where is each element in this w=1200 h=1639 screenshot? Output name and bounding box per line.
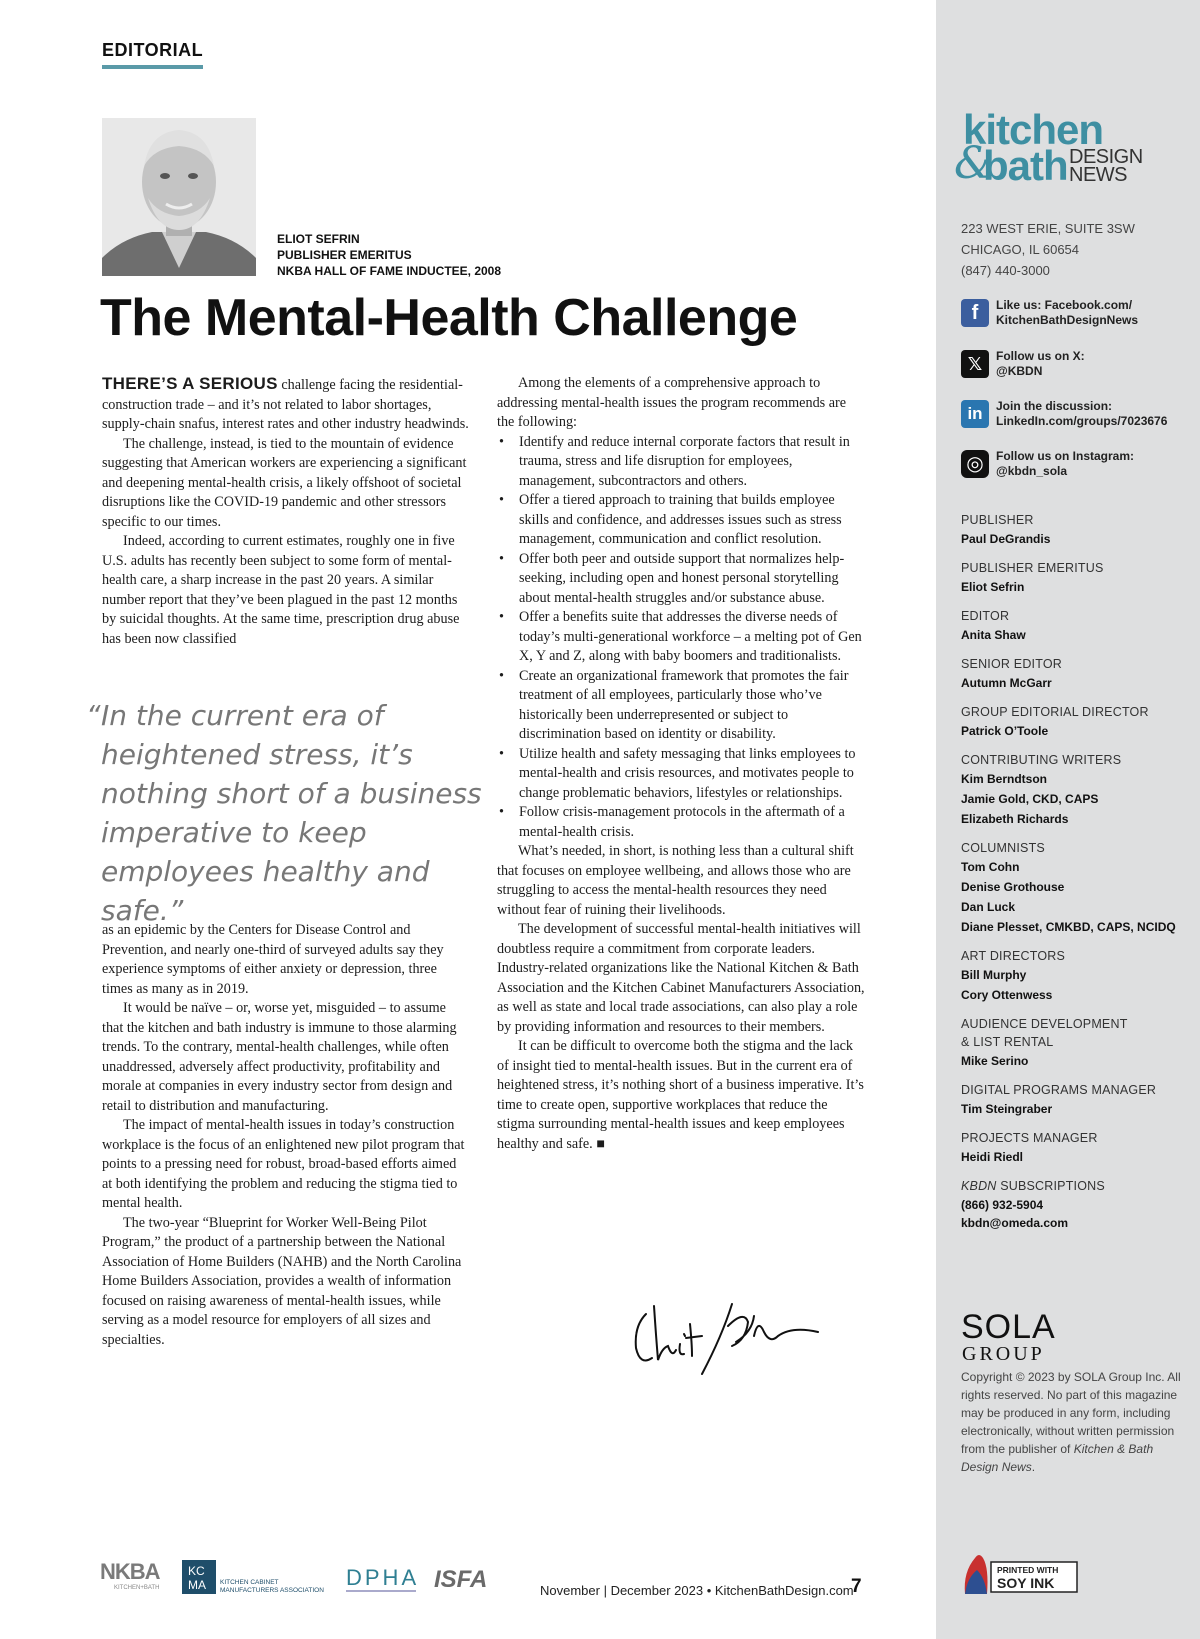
linkedin-icon: in (961, 400, 989, 428)
staff-masthead (961, 511, 1196, 1241)
article-paragraph: Among the elements of a comprehensive approach to addressing mental-health issues the program recommends are the following: (497, 375, 847, 430)
staff-role-continued: & LIST RENTAL (961, 1035, 1054, 1049)
end-mark: ■ (596, 1135, 605, 1152)
article-paragraph: The two-year “Blueprint for Worker Well-Being Pilot Program,” the product of a partnership between the National Association of Home Builders (NAHB) and the North Carolina Home Builders Association, provides a wealth of information focused on raising awareness of mental-health issues, while serving as a model resource for employers of all sizes and specialties. (102, 1214, 462, 1348)
masthead-entry (961, 559, 1196, 597)
article-paragraph: The impact of mental-health issues in today’s construction workplace is the focus of an enlightened new pilot program that points to a pressing need for robust, broad-based efforts aimed at both identifying the problem and reducing the stigma tied to mental health. (102, 1117, 465, 1211)
group-logo-text: GROUP (962, 1343, 1045, 1365)
subscriptions-entry (961, 1177, 1196, 1231)
author-honor: NKBA HALL OF FAME INDUCTEE, 2008 (277, 264, 502, 278)
staff-name: Paul DeGrandis (961, 532, 1051, 546)
logo-ampersand: & (954, 138, 994, 189)
paragraph-text: It can be difficult to overcome both the stigma and the lack of insight tied to mental-health issues. But in the current era of heightened stress, it’s nothing short of a business imperative. It’s time to create open, supportive workplaces that reduce the stigma surrounding mental-health issues and keep employees healthy and safe. (497, 1038, 864, 1152)
copyright-text: Copyright © 2023 by SOLA Group Inc. All rights reserved. No part of this magazine may be produced in any form, including electronically, without written permission from the publisher of (961, 1370, 1181, 1456)
kcma-logo-text-bottom: MANUFACTURERS ASSOCIATION (220, 1587, 324, 1594)
soy-ink-badge (961, 1548, 1079, 1596)
social-text (996, 349, 1085, 379)
logo-kitchen: kitchen (963, 106, 1104, 153)
social-label: Follow us on X: (996, 349, 1085, 363)
section-label: EDITORIAL (102, 40, 203, 69)
author-title: PUBLISHER EMERITUS (277, 248, 412, 262)
quote-mark: “ (86, 699, 101, 732)
author-photo (102, 118, 256, 276)
staff-role: AUDIENCE DEVELOPMENT (961, 1017, 1128, 1031)
kcma-logo (180, 1557, 340, 1597)
staff-role: ART DIRECTORS (961, 949, 1066, 963)
author-signature (632, 1296, 822, 1376)
staff-role: PROJECTS MANAGER (961, 1131, 1098, 1145)
isfa-logo (434, 1557, 500, 1597)
author-name: ELIOT SEFRIN (277, 232, 360, 246)
list-item: • Offer a tiered approach to training that builds employee skills and confidence, and addresses issues such as stress management, communication and conflict resolution. (497, 491, 865, 550)
social-handle: LinkedIn.com/groups/7023676 (996, 414, 1168, 428)
social-x[interactable] (961, 349, 1196, 385)
masthead-entry (961, 751, 1196, 829)
nkba-logo-subtext: KITCHEN+BATH (114, 1585, 160, 1591)
article-paragraph: The development of successful mental-health initiatives will doubtless require a commitment from corporate leaders. Industry-related organizations like the National Kitchen & Bath Association and the Kitchen Cabinet Manufacturers Association, as well as state and local trade associations, can also play a role by providing information and resources to their members. (497, 921, 865, 1035)
footer-issue-line (540, 1583, 854, 1598)
footer-separator: • (706, 1583, 712, 1598)
phone-number: (847) 440-3000 (961, 263, 1050, 278)
staff-name: Jamie Gold, CKD, CAPS (961, 792, 1099, 806)
staff-name: Dan Luck (961, 900, 1016, 914)
list-item: • Offer both peer and outside support that normalizes help-seeking, including open and honest personal storytelling about mental-health struggles and/or substance abuse. (497, 550, 865, 609)
staff-role: GROUP EDITORIAL DIRECTOR (961, 705, 1149, 719)
social-instagram[interactable] (961, 449, 1196, 485)
soy-ink-icon (961, 1548, 1079, 1596)
copyright-end: . (1031, 1460, 1036, 1474)
article-column-right (497, 374, 865, 1154)
social-label: Join the discussion: (996, 399, 1113, 413)
social-text (996, 298, 1138, 328)
masthead-entry (961, 655, 1196, 693)
list-item: • Create an organizational framework that promotes the fair treatment of all employees, particularly those who’ve historically been underrepresented or subject to discrimination based on identity or disability. (497, 667, 865, 745)
staff-role: PUBLISHER (961, 513, 1034, 527)
masthead-entry (961, 607, 1196, 645)
staff-name: Anita Shaw (961, 628, 1026, 642)
kcma-logo-mark-top: KC (188, 1564, 205, 1578)
pull-quote-text: In the current era of heightened stress, it’s nothing short of a business imperative to keep employees healthy and safe.” (101, 699, 482, 927)
article-column-left-bottom (102, 921, 470, 1350)
list-item: • Follow crisis-management protocols in the aftermath of a mental-health crisis. (497, 803, 865, 842)
dpha-logo (346, 1557, 422, 1597)
staff-role: EDITOR (961, 609, 1010, 623)
masthead-entry (961, 947, 1196, 1005)
staff-name: Patrick O’Toole (961, 724, 1049, 738)
masthead-entry (961, 703, 1196, 741)
article-paragraph (102, 374, 470, 435)
article-paragraph: The challenge, instead, is tied to the mountain of evidence suggesting that American workers are experiencing a significant and deepening mental-health crisis, a likely offshoot of societal disruptions like the COVID-19 pandemic and other stressors specific to our times. (102, 435, 467, 530)
isfa-logo-text: ISFA (434, 1566, 488, 1593)
staff-role: SENIOR EDITOR (961, 657, 1062, 671)
publication-name: Kitchen & Bath Design News (961, 1442, 1154, 1474)
subscriptions-email[interactable]: kbdn@omeda.com (961, 1216, 1069, 1230)
staff-name: Denise Grothouse (961, 880, 1065, 894)
kcma-logo-mark-bottom: MA (188, 1578, 206, 1592)
social-label: Like us: Facebook.com/ (996, 298, 1133, 312)
sola-group-logo (961, 1310, 1056, 1364)
kbdn-logo (954, 106, 1176, 192)
staff-role: CONTRIBUTING WRITERS (961, 753, 1122, 767)
paragraph-text: challenge facing the residential-construction trade – and it’s not related to labor shortages, supply-chain snafus, interest rates and other industry headwinds. (102, 377, 469, 432)
list-item: • Offer a benefits suite that addresses the diverse needs of today’s multi-generational workforce – a melting pot of Gen X, Y and Z, along with baby boomers and traditionalists. (497, 608, 865, 667)
nkba-logo (100, 1557, 164, 1597)
masthead-entry (961, 1015, 1196, 1071)
masthead-entry (961, 839, 1196, 937)
staff-name: Bill Murphy (961, 968, 1027, 982)
x-icon: 𝕏 (961, 350, 989, 378)
sidebar-masthead (936, 0, 1200, 1639)
social-linkedin[interactable] (961, 399, 1196, 435)
staff-role: DIGITAL PROGRAMS MANAGER (961, 1083, 1157, 1097)
article-column-left-top (102, 374, 470, 649)
staff-name: Autumn McGarr (961, 676, 1052, 690)
article-paragraph-closing (497, 1037, 865, 1154)
soy-badge-line2: SOY INK (997, 1575, 1055, 1591)
social-label: Follow us on Instagram: (996, 449, 1135, 463)
publisher-address (961, 218, 1135, 281)
logo-bath: bath (983, 142, 1068, 189)
social-facebook[interactable] (961, 298, 1196, 334)
copyright-notice (961, 1368, 1186, 1476)
article-paragraph: as an epidemic by the Centers for Disease Control and Prevention, and nearly one-third of surveyed adults say they experience symptoms of either anxiety or depression, three times as many as in 2019. (102, 922, 444, 997)
soy-badge-line1: PRINTED WITH (997, 1565, 1059, 1575)
address-line: CHICAGO, IL 60654 (961, 242, 1080, 257)
staff-name: Elizabeth Richards (961, 812, 1069, 826)
sola-logo-text: SOLA (961, 1308, 1056, 1346)
page-number: 7 (851, 1576, 862, 1597)
article-paragraph: Indeed, according to current estimates, roughly one in five U.S. adults has recently been subject to some form of mental-health care, a sharp increase in the past 20 years. A similar number report that they’ve been plagued in the past 12 months by suicidal thoughts. At the same time, prescription drug abuse has been now classified (102, 533, 460, 647)
recommendation-list (497, 433, 865, 843)
nkba-logo-text: NKBA (100, 1559, 160, 1584)
list-item: • Utilize health and safety messaging that links employees to mental-health and crisis resources, and motivates people to change problematic behaviors, lifestyles or relationships. (497, 745, 865, 804)
logo-news: NEWS (1069, 164, 1127, 186)
facebook-icon: f (961, 299, 989, 327)
article-paragraph: What’s needed, in short, is nothing less than a cultural shift that focuses on employee wellbeing, and allows those who are struggling to access the mental-health resources they need without fear of ruining their livelihoods. (497, 843, 854, 918)
kbdn-abbr: KBDN (961, 1179, 997, 1193)
staff-name: Mike Serino (961, 1054, 1029, 1068)
staff-name: Cory Ottenwess (961, 988, 1053, 1002)
logo-design: DESIGN (1069, 146, 1143, 168)
lead-in: THERE’S A SERIOUS (102, 374, 278, 393)
subscriptions-phone: (866) 932-5904 (961, 1198, 1044, 1212)
social-text (996, 399, 1167, 429)
staff-name: Eliot Sefrin (961, 580, 1025, 594)
website: KitchenBathDesign.com (714, 1583, 854, 1598)
address-line: 223 WEST ERIE, SUITE 3SW (961, 221, 1135, 236)
author-info (277, 231, 501, 279)
author-portrait-image (102, 118, 256, 276)
staff-name: Diane Plesset, CMKBD, CAPS, NCIDQ (961, 920, 1176, 934)
article-paragraph: It would be naïve – or, worse yet, misguided – to assume that the kitchen and bath industry is immune to those alarming trends. To the contrary, mental-health challenges, while often unaddressed, adversely affect productivity, profitability and morale at companies in every industry sector from design and retail to distribution and manufacturing. (102, 1000, 457, 1114)
masthead-entry (961, 1129, 1196, 1167)
social-handle: @kbdn_sola (996, 464, 1068, 478)
issue-date: November | December 2023 (540, 1583, 704, 1598)
article-headline: The Mental-Health Challenge (100, 289, 798, 347)
staff-name: Tom Cohn (961, 860, 1020, 874)
social-text (996, 449, 1134, 479)
staff-name: Tim Steingraber (961, 1102, 1053, 1116)
social-handle: @KBDN (996, 364, 1043, 378)
masthead-entry (961, 1081, 1196, 1119)
instagram-icon: ◎ (961, 450, 989, 478)
subscriptions-label: SUBSCRIPTIONS (996, 1179, 1105, 1193)
staff-name: Kim Berndtson (961, 772, 1048, 786)
dpha-logo-text: DPHA (346, 1565, 420, 1590)
pull-quote (86, 696, 486, 930)
list-item: • Identify and reduce internal corporate factors that result in trauma, stress and life disruption for employees, management, subcontractors and others. (497, 433, 865, 492)
social-handle: KitchenBathDesignNews (996, 313, 1139, 327)
masthead-entry (961, 511, 1196, 549)
kcma-logo-text-top: KITCHEN CABINET (220, 1579, 279, 1586)
staff-role: COLUMNISTS (961, 841, 1045, 855)
subscriptions-role (961, 1177, 1196, 1195)
staff-name: Heidi Riedl (961, 1150, 1024, 1164)
staff-role: PUBLISHER EMERITUS (961, 561, 1104, 575)
